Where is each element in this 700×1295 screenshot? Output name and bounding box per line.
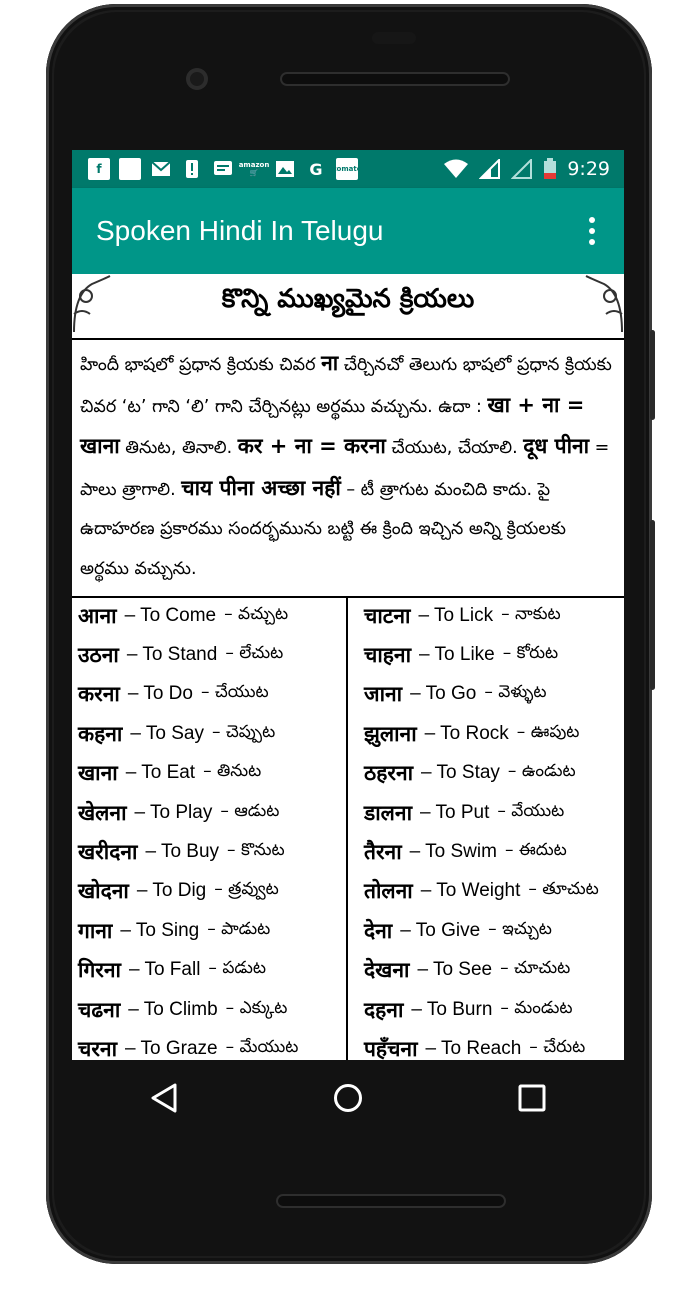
app-bar xyxy=(72,188,624,274)
verb-row xyxy=(78,1029,352,1060)
verb-telugu: – ఆడుట xyxy=(220,800,280,821)
verb-row xyxy=(78,754,352,793)
alert-icon xyxy=(181,158,203,180)
verb-telugu: – ఉండుట xyxy=(507,761,576,782)
verb-english: – To Weight xyxy=(420,880,521,902)
verb-english: – To Rock xyxy=(424,722,509,744)
verb-hindi: आना xyxy=(78,603,117,628)
verb-telugu: – చేయుట xyxy=(200,682,269,703)
intro-paragraph xyxy=(80,344,618,589)
ornament-right-icon xyxy=(584,274,624,334)
verb-telugu: – మండుట xyxy=(500,997,573,1018)
verb-row xyxy=(78,635,352,674)
recents-button[interactable] xyxy=(517,1083,547,1113)
verb-row xyxy=(364,951,624,990)
verb-row xyxy=(78,872,352,911)
verb-hindi: दहना xyxy=(364,997,404,1022)
verb-row xyxy=(364,911,624,950)
verb-row xyxy=(364,832,624,871)
verb-english: – To Play xyxy=(134,801,213,823)
para-text: – టీ త్రాగుట మంచిది కాదు. పై ఉదాహరణ ప్రకారము సందర్భమును బట్టి ఈ క్రింది ఇచ్చిన అన్ని క్రియలకు అర్థము వచ్చును. xyxy=(80,479,566,579)
verb-telugu: – పడుట xyxy=(208,958,266,979)
verb-telugu: – పాడుట xyxy=(207,918,271,939)
earpiece-speaker xyxy=(280,72,510,86)
verb-english: – To Stay xyxy=(421,762,500,784)
blank-icon xyxy=(119,158,141,180)
verb-hindi: चढना xyxy=(78,997,121,1022)
ornament-left-icon xyxy=(72,274,112,334)
verb-hindi: गिरना xyxy=(78,958,121,983)
verb-hindi: ठहरना xyxy=(364,761,414,786)
amazon-label: amazon xyxy=(238,161,270,169)
bottom-speaker xyxy=(276,1194,506,1208)
verb-telugu: – మేయుట xyxy=(225,1036,299,1057)
verb-telugu: – కొనుట xyxy=(227,840,285,861)
verb-row xyxy=(364,635,624,674)
verb-telugu: – లేచుట xyxy=(225,643,284,664)
verb-telugu: – ఎక్కుట xyxy=(225,997,288,1018)
message-icon xyxy=(212,158,234,180)
para-text: హిందీ భాషలో ప్రధాన క్రియకు చివర xyxy=(80,355,322,375)
verb-telugu: – వెళ్ళుట xyxy=(484,682,547,703)
verb-row xyxy=(78,832,352,871)
verb-row xyxy=(78,714,352,753)
verb-row xyxy=(364,675,624,714)
verb-row xyxy=(364,793,624,832)
para-hindi: ना xyxy=(321,351,339,375)
power-button[interactable] xyxy=(650,330,655,420)
menu-dot xyxy=(589,239,595,245)
verb-telugu: – వచ్చుట xyxy=(224,603,289,624)
verb-hindi: खाना xyxy=(78,761,118,786)
verb-telugu: – చెప్పుట xyxy=(211,721,276,742)
verb-english: – To Sing xyxy=(120,919,200,941)
verb-english: – To Go xyxy=(410,683,477,705)
verbs-left-column xyxy=(78,596,352,1060)
battery-icon xyxy=(543,158,557,180)
facebook-icon xyxy=(88,158,110,180)
verb-telugu: – తూచుట xyxy=(528,879,599,900)
verb-english: – To Like xyxy=(419,644,495,666)
para-hindi: कर + ना = करना xyxy=(237,434,386,458)
verb-hindi: पहँचना xyxy=(364,1036,418,1060)
verb-hindi: चाहना xyxy=(364,643,412,668)
page-heading: కొన్ని ముఖ్యమైన క్రియలు xyxy=(221,284,475,314)
verb-english: – To Swim xyxy=(409,841,497,863)
verb-hindi: देखना xyxy=(364,958,410,983)
verb-hindi: चाटना xyxy=(364,603,411,628)
home-button[interactable] xyxy=(332,1082,364,1114)
status-time: 9:29 xyxy=(567,158,610,180)
verb-english: – To Fall xyxy=(128,959,201,981)
para-hindi: दूध पीना xyxy=(523,434,590,458)
verb-row xyxy=(364,872,624,911)
para-hindi: खा + ना = खाना xyxy=(80,392,585,458)
verb-row xyxy=(78,793,352,832)
back-button[interactable] xyxy=(149,1082,179,1114)
verb-english: – To Stand xyxy=(126,644,218,666)
para-text: = పాలు త్రాగాలి. xyxy=(80,438,610,500)
verb-row xyxy=(364,596,624,635)
menu-dot xyxy=(589,228,595,234)
verb-hindi: झुलाना xyxy=(364,721,417,746)
facebook-label: f xyxy=(96,162,102,176)
google-icon xyxy=(305,158,327,180)
volume-button[interactable] xyxy=(650,520,655,690)
verb-english: – To Reach xyxy=(425,1037,522,1059)
verb-hindi: तोलना xyxy=(364,879,413,904)
verb-hindi: खोदना xyxy=(78,879,129,904)
verb-english: – To See xyxy=(417,959,493,981)
page-image[interactable] xyxy=(72,274,624,1060)
verb-row xyxy=(78,675,352,714)
verb-english: – To Do xyxy=(127,683,193,705)
verb-row xyxy=(364,990,624,1029)
signal-icon xyxy=(479,159,501,179)
verb-telugu: – ఇచ్చుట xyxy=(488,918,552,939)
verb-hindi: देना xyxy=(364,918,393,943)
verbs-right-column xyxy=(364,596,624,1060)
para-text: చేయుట, చేయాలి. xyxy=(385,438,524,458)
verb-english: – To Dig xyxy=(136,880,207,902)
verb-hindi: जाना xyxy=(364,682,403,707)
verb-hindi: तैरना xyxy=(364,840,402,865)
verb-hindi: कहना xyxy=(78,721,123,746)
verb-telugu: – ఈదుట xyxy=(504,840,567,861)
verb-row xyxy=(364,754,624,793)
amazon-icon xyxy=(238,158,270,180)
verb-telugu: – కోరుట xyxy=(502,643,559,664)
para-hindi: चाय पीना अच्छा नहीं xyxy=(181,475,341,500)
verb-english: – To Give xyxy=(400,919,481,941)
navigation-bar xyxy=(72,1060,624,1136)
verb-hindi: उठना xyxy=(78,643,119,668)
verb-telugu: – చూచుట xyxy=(500,958,571,979)
cart-icon: 🛒 xyxy=(249,169,259,177)
verb-english: – To Burn xyxy=(411,998,493,1020)
verb-row xyxy=(78,911,352,950)
verb-hindi: करना xyxy=(78,682,120,707)
zomato-icon xyxy=(332,158,362,180)
wifi-icon xyxy=(443,159,469,179)
verb-telugu: – తినుట xyxy=(203,761,262,782)
mail-icon xyxy=(150,158,172,180)
app-title: Spoken Hindi In Telugu xyxy=(96,215,384,246)
overflow-menu-button[interactable] xyxy=(584,214,600,248)
image-icon xyxy=(274,158,296,180)
verb-hindi: खरीदना xyxy=(78,840,138,865)
device-screen xyxy=(72,150,624,1060)
verb-row xyxy=(364,1029,624,1060)
verb-english: – To Say xyxy=(130,722,204,744)
front-camera xyxy=(186,68,208,90)
google-label: G xyxy=(309,159,323,179)
verb-hindi: डालना xyxy=(364,800,413,825)
verb-english: – To Lick xyxy=(418,604,494,626)
verb-hindi: गाना xyxy=(78,918,113,943)
menu-dot xyxy=(589,217,595,223)
verb-hindi: चरना xyxy=(78,1036,118,1060)
verb-row xyxy=(78,951,352,990)
verb-english: – To Come xyxy=(124,604,217,626)
para-text: చేర్చినచో తెలుగు భాషలో ప్రధాన క్రియకు చివర ‘ట’ గాని ‘లి’ గాని చేర్చినట్లు అర్థము వచ్చును. ఉదా : xyxy=(80,355,612,417)
verb-english: – To Climb xyxy=(128,998,218,1020)
verb-telugu: – నాకుట xyxy=(501,603,561,624)
verb-hindi: खेलना xyxy=(78,800,127,825)
zomato-label: zomato xyxy=(332,165,362,173)
verb-english: – To Eat xyxy=(125,762,196,784)
verb-english: – To Put xyxy=(420,801,490,823)
verb-english: – To Buy xyxy=(145,841,220,863)
verb-english: – To Graze xyxy=(125,1037,218,1059)
heading-box xyxy=(72,274,624,340)
verb-telugu: – త్రవ్వుట xyxy=(214,879,279,900)
proximity-sensor xyxy=(372,32,416,44)
verb-row xyxy=(364,714,624,753)
verb-row xyxy=(78,596,352,635)
verb-telugu: – ఊపుట xyxy=(516,721,580,742)
para-text: తినుట, తినాలి. xyxy=(119,438,238,458)
signal2-icon xyxy=(511,159,533,179)
verb-telugu: – చేరుట xyxy=(529,1036,586,1057)
status-bar xyxy=(72,150,624,188)
verb-telugu: – వేయుట xyxy=(497,800,565,821)
verb-row xyxy=(78,990,352,1029)
